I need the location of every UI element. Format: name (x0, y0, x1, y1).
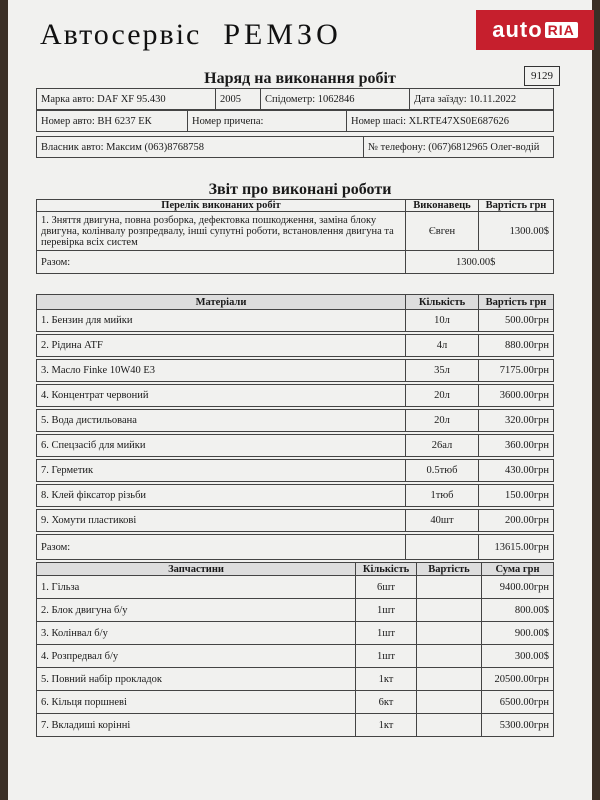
company-name: Автосервіс (40, 18, 202, 51)
table-row: 4. Розпредвал б/у 1шт 300.00$ (37, 645, 554, 668)
car-number: Номер авто: ВН 6237 ЕК (37, 111, 188, 132)
materials-header-cost: Вартість грн (479, 295, 554, 310)
table-row: 5. Повний набір прокладок 1кт 20500.00грн (37, 668, 554, 691)
materials-table (36, 294, 554, 560)
table-row: 1. Гільза 6шт 9400.00грн (37, 576, 554, 599)
autoria-watermark-logo: auto RIA (476, 10, 594, 50)
phone: № телефону: (067)6812965 Олег-водій (364, 137, 554, 158)
works-total-value: 1300.00$ (406, 251, 554, 274)
car-brand: Марка авто: DAF XF 95.430 (37, 89, 216, 110)
table-row: 5. Вода дистильована 20л 320.00грн (37, 410, 554, 432)
works-total-row (37, 251, 554, 274)
vehicle-info-table (36, 88, 554, 110)
table-row: 6. Кільця поршневі 6кт 6500.00грн (37, 691, 554, 714)
works-header-worker: Виконавець (406, 200, 479, 212)
works-header-list: Перелік виконаних робіт (37, 200, 406, 212)
spare-header-name: Запчастини (37, 563, 356, 576)
table-row: 2. Рідина ATF 4л 880.00грн (37, 335, 554, 357)
materials-total-label: Разом: (37, 535, 406, 560)
work-description: 1. Зняття двигуна, повна розборка, дефектовка пошкодження, заміна блоку двигуна, колінвалу розпредвалу, інші супутні роботи, встановлення двигуна та перевірка всіх систем (37, 212, 406, 251)
car-year: 2005 (216, 89, 261, 110)
materials-total-value: 13615.00грн (479, 535, 554, 560)
materials-total-row (37, 535, 554, 560)
arrival-date: Дата заїзду: 10.11.2022 (410, 89, 554, 110)
table-row: 9. Хомути пластикові 40шт 200.00грн (37, 510, 554, 532)
company-header (40, 18, 342, 52)
table-row: 3. Колінвал б/у 1шт 900.00$ (37, 622, 554, 645)
owner: Власник авто: Максим (063)8768758 (37, 137, 364, 158)
order-number: 9129 (524, 66, 560, 86)
table-row: 1. Бензин для мийки 10л 500.00грн (37, 310, 554, 332)
spare-header-price: Вартість (417, 563, 482, 576)
trailer-number: Номер причепа: (188, 111, 347, 132)
odometer: Спідометр: 1062846 (261, 89, 410, 110)
materials-header-qty: Кількість (406, 295, 479, 310)
order-title: Наряд на виконання робіт (204, 70, 396, 87)
table-row (37, 212, 554, 251)
table-row: 3. Масло Finke 10W40 E3 35л 7175.00грн (37, 360, 554, 382)
company-brand: РЕМЗО (223, 18, 342, 51)
table-row: 8. Клей фіксатор різьби 1тюб 150.00грн (37, 485, 554, 507)
work-worker: Євген (406, 212, 479, 251)
table-row: 7. Герметик 0.5тюб 430.00грн (37, 460, 554, 482)
spare-header-sum: Сума грн (482, 563, 554, 576)
works-table (36, 199, 554, 274)
vehicle-numbers-table (36, 110, 554, 132)
owner-table (36, 136, 554, 158)
table-row: 6. Спецзасіб для мийки 26ал 360.00грн (37, 435, 554, 457)
works-header-cost: Вартість грн (479, 200, 554, 212)
table-row: 7. Вкладиші корінні 1кт 5300.00грн (37, 714, 554, 737)
work-cost: 1300.00$ (479, 212, 554, 251)
vin-number: Номер шасі: XLRTE47XS0E687626 (347, 111, 554, 132)
spare-parts-table (36, 562, 554, 737)
works-total-label: Разом: (37, 251, 406, 274)
materials-header-name: Матеріали (37, 295, 406, 310)
table-row: 4. Концентрат червоний 20л 3600.00грн (37, 385, 554, 407)
spare-header-qty: Кількість (356, 563, 417, 576)
table-row: 2. Блок двигуна б/у 1шт 800.00$ (37, 599, 554, 622)
report-title: Звіт про виконані роботи (208, 181, 392, 198)
